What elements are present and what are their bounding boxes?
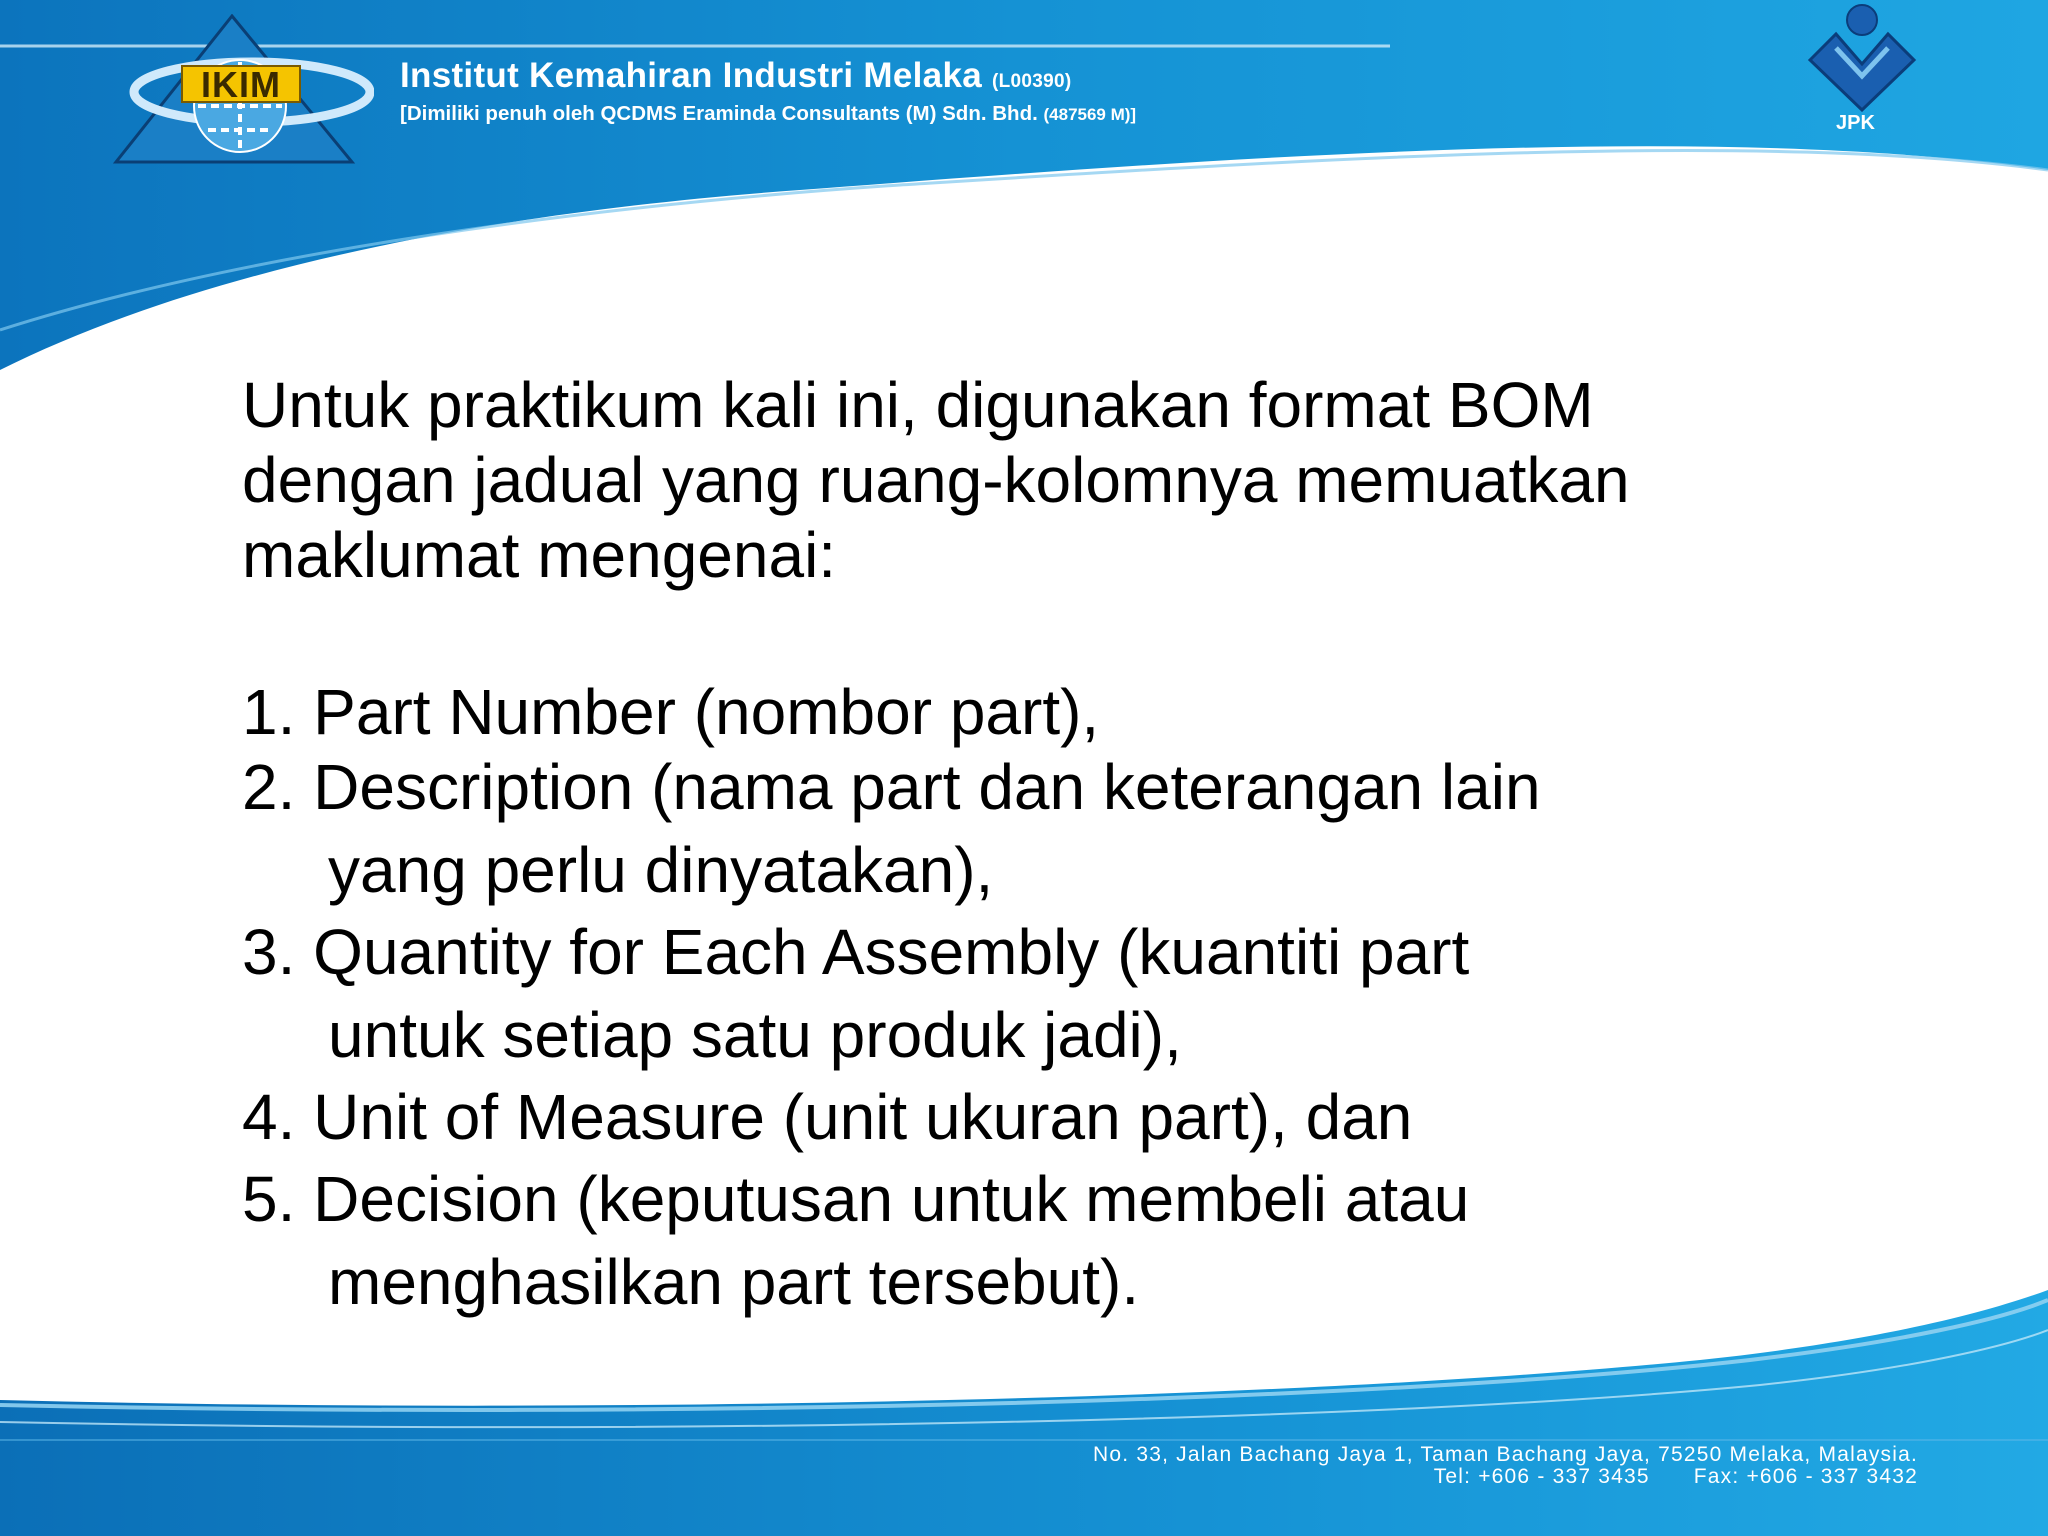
- intro-line: maklumat mengenai:: [242, 519, 837, 591]
- list-item-description: 2. Description (nama part dan keterangan lain: [242, 751, 1541, 823]
- ownership-text: [Dimiliki penuh oleh QCDMS Eraminda Consultants (M) Sdn. Bhd.: [400, 102, 1038, 125]
- jpk-label: JPK: [1836, 112, 1875, 134]
- footer-contact: [1434, 1466, 1918, 1487]
- footer-tel: Tel: +606 - 337 3435: [1433, 1465, 1650, 1488]
- registration-code: (L00390): [991, 71, 1072, 92]
- intro-line: dengan jadual yang ruang-kolomnya memuatkan: [242, 444, 1630, 516]
- list-item-part-number: 1. Part Number (nombor part),: [242, 676, 1100, 748]
- list-item-quantity: 3. Quantity for Each Assembly (kuantiti part: [242, 916, 1470, 988]
- ikim-logo-text: IKIM: [201, 64, 281, 105]
- paragraph-spacer: [242, 593, 1842, 675]
- footer-fax: Fax: +606 - 337 3432: [1693, 1465, 1918, 1488]
- footer-address: No. 33, Jalan Bachang Jaya 1, Taman Bachang Jaya, 75250 Melaka, Malaysia.: [1093, 1443, 1918, 1466]
- slide-body: [242, 368, 1842, 1327]
- institute-name: [400, 56, 1071, 96]
- jpk-logo: [1800, 0, 1924, 112]
- institute-name-text: Institut Kemahiran Industri Melaka: [400, 56, 982, 95]
- ikim-logo: [112, 14, 374, 166]
- list-item-decision-cont: menghasilkan part tersebut).: [328, 1246, 1140, 1318]
- intro-line: Untuk praktikum kali ini, digunakan format BOM: [242, 369, 1594, 441]
- list-item-decision: 5. Decision (keputusan untuk membeli atau: [242, 1163, 1470, 1235]
- ownership-line: [400, 102, 1136, 126]
- company-number: (487569 M)]: [1043, 105, 1137, 124]
- list-item-unit-of-measure: 4. Unit of Measure (unit ukuran part), dan: [242, 1081, 1413, 1153]
- list-item-description-cont: yang perlu dinyatakan),: [328, 834, 994, 906]
- list-item-quantity-cont: untuk setiap satu produk jadi),: [328, 999, 1182, 1071]
